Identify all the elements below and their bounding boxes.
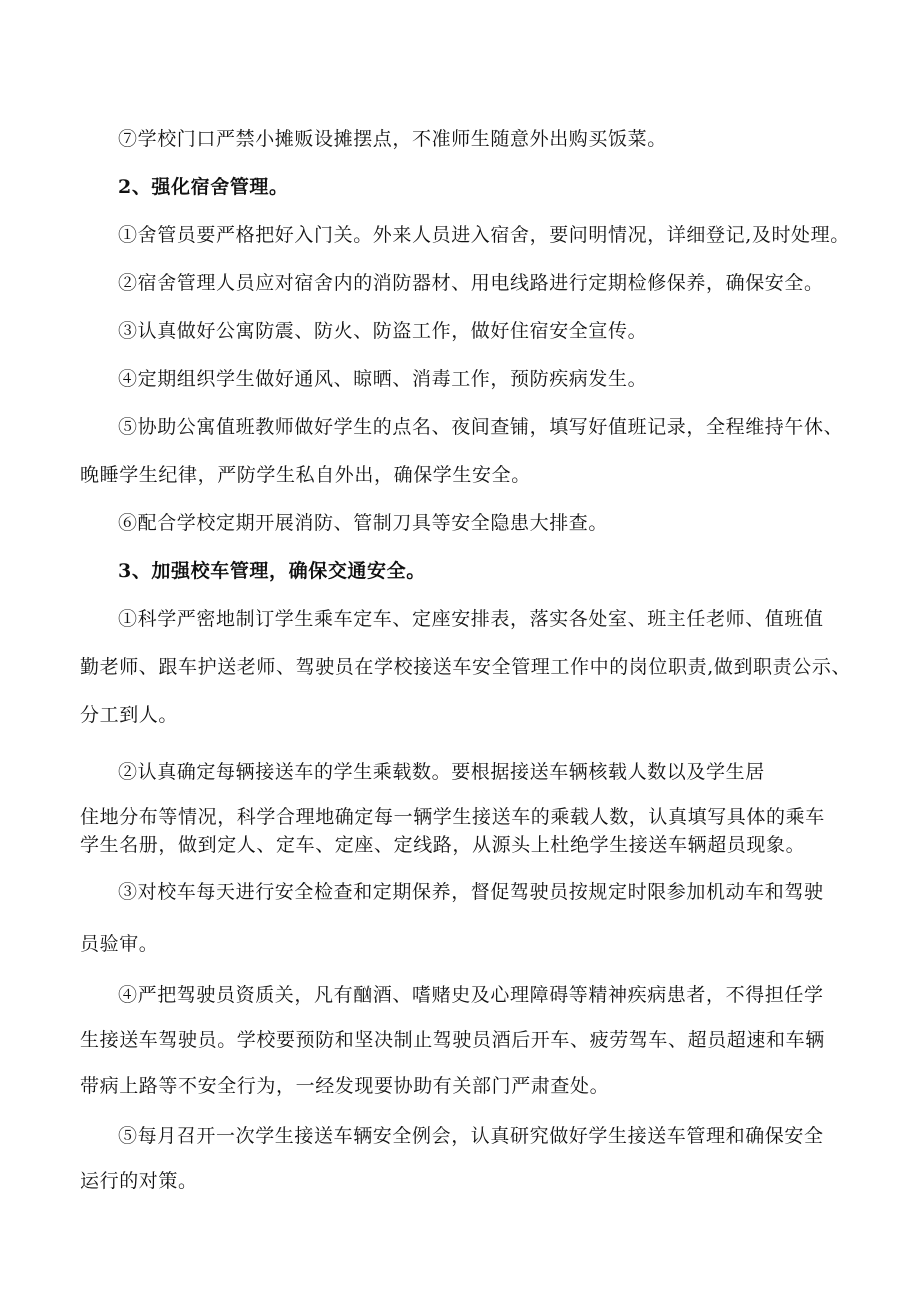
dorm-item-5-line-2: 晚睡学生纪律，严防学生私自外出，确保学生安全。 — [80, 464, 531, 486]
bus-item-2-line-3: 学生名册，做到定人、定车、定座、定线路，从源头上杜绝学生接送车辆超员现象。 — [80, 834, 806, 856]
dorm-item-5-line-1: ⑤协助公寓值班教师做好学生的点名、夜间查铺，填写好值班记录，全程维持午休、 — [118, 416, 844, 438]
dorm-item-4: ④定期组织学生做好通风、晾晒、消毒工作，预防疾病发生。 — [118, 368, 648, 390]
bus-item-3-line-1: ③对校车每天进行安全检查和定期保养，督促驾驶员按规定时限参加机动车和驾驶 — [118, 881, 824, 903]
bus-item-2-line-2: 住地分布等情况，科学合理地确定每一辆学生接送车的乘载人数，认真填写具体的乘车 — [80, 806, 825, 828]
bus-item-4-line-2: 生接送车驾驶员。学校要预防和坚决制止驾驶员酒后开车、疲劳驾车、超员超速和车辆 — [80, 1029, 825, 1051]
dorm-item-2: ②宿舍管理人员应对宿舍内的消防器材、用电线路进行定期检修保养，确保安全。 — [118, 272, 824, 294]
bus-item-2-line-1: ②认真确定每辆接送车的学生乘载数。要根据接送车辆核载人数以及学生居 — [118, 761, 765, 783]
section-heading-dormitory: 2、强化宿舍管理。 — [118, 176, 289, 198]
bus-item-4-line-3: 带病上路等不安全行为，一经发现要协助有关部门严肃查处。 — [80, 1075, 610, 1097]
bus-item-3-line-2: 员验审。 — [80, 933, 159, 955]
bus-item-1-line-3: 分工到人。 — [80, 704, 179, 726]
dorm-item-3: ③认真做好公寓防震、防火、防盗工作，做好住宿安全宣传。 — [118, 320, 648, 342]
item-7-school-gate: ⑦学校门口严禁小摊贩设摊摆点，不准师生随意外出购买饭菜。 — [118, 128, 667, 150]
bus-item-5-line-1: ⑤每月召开一次学生接送车辆安全例会，认真研究做好学生接送车管理和确保安全 — [118, 1125, 824, 1147]
bus-item-1-line-1: ①科学严密地制订学生乘车定车、定座安排表，落实各处室、班主任老师、值班值 — [118, 608, 824, 630]
bus-item-4-line-1: ④严把驾驶员资质关，凡有酗酒、嗜赌史及心理障碍等精神疾病患者，不得担任学 — [118, 984, 824, 1006]
dorm-item-6: ⑥配合学校定期开展消防、管制刀具等安全隐患大排查。 — [118, 512, 609, 534]
section-heading-school-bus: 3、加强校车管理，确保交通安全。 — [118, 560, 426, 582]
bus-item-5-line-2: 运行的对策。 — [80, 1170, 198, 1192]
bus-item-1-line-2: 勤老师、跟车护送老师、驾驶员在学校接送车安全管理工作中的岗位职责,做到职责公示、 — [80, 656, 852, 678]
dorm-item-1: ①舍管员要严格把好入门关。外来人员进入宿舍，要问明情况，详细登记,及时处理。 — [118, 224, 850, 246]
